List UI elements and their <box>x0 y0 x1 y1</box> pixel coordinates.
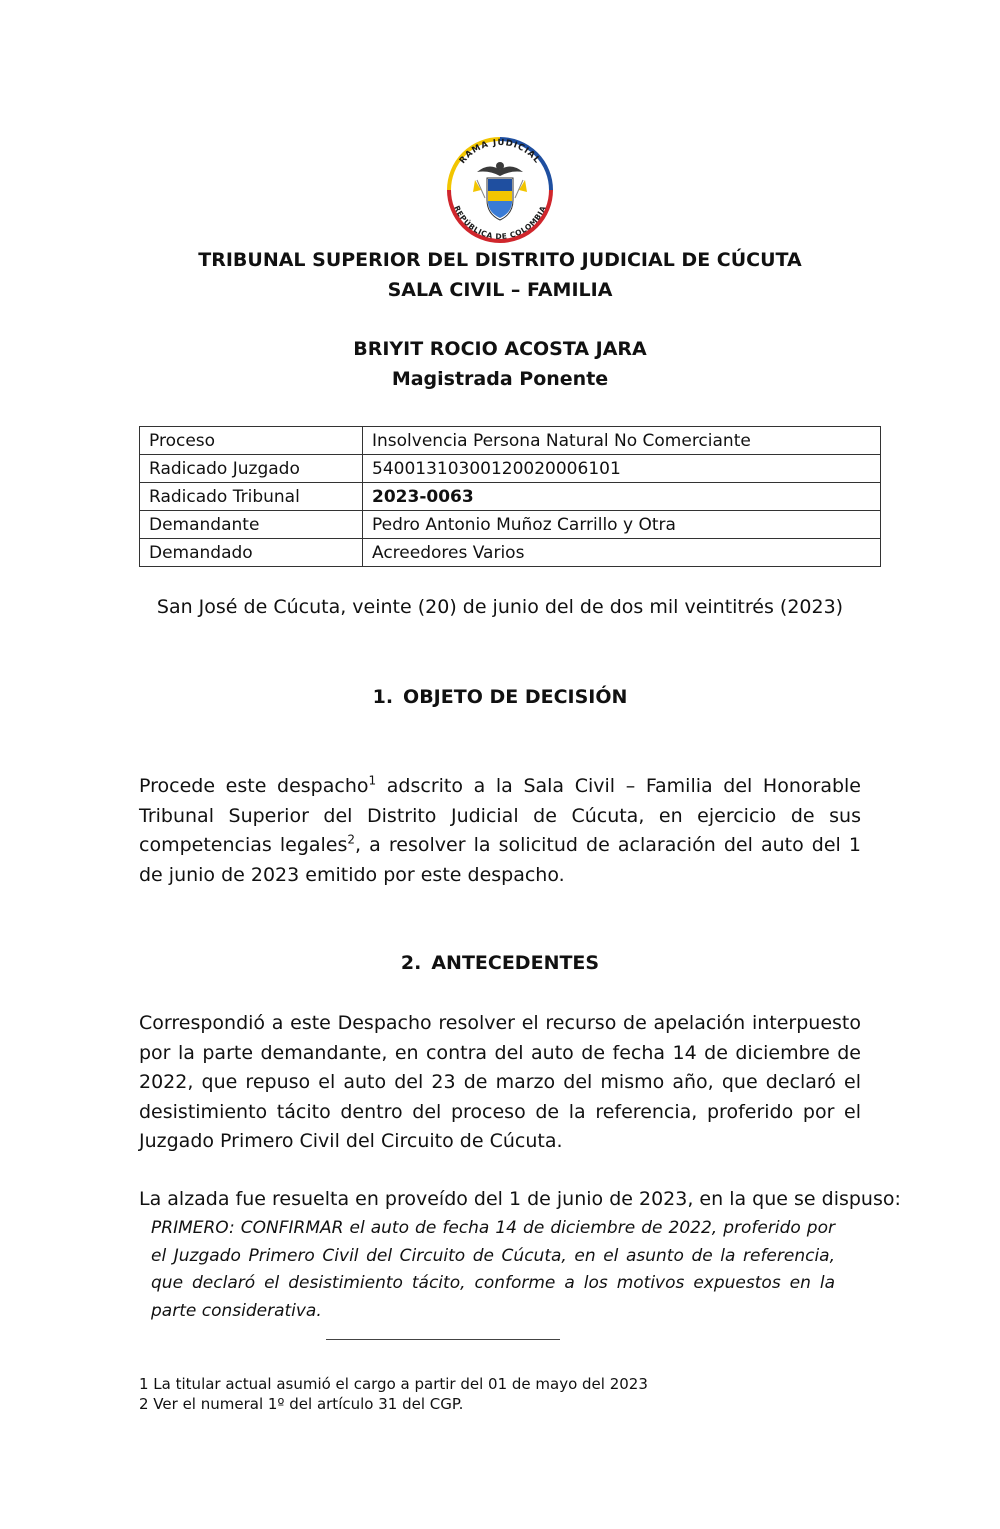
footnote-2: 2 Ver el numeral 1º del artículo 31 del CGP. <box>139 1395 464 1413</box>
table-cell-label: Demandante <box>140 511 363 539</box>
case-info-table <box>139 426 881 567</box>
chamber-name: SALA CIVIL – FAMILIA <box>387 279 613 301</box>
paragraph-text: , a resolver la solicitud de aclaración del auto del 1 de junio de 2023 emitido por este despacho. <box>139 834 861 886</box>
seal-top-text: RAMA JUDICIAL <box>457 137 543 166</box>
paragraph-antecedentes-2: La alzada fue resuelta en proveído del 1 de junio de 2023, en la que se dispuso: <box>139 1188 901 1210</box>
table-cell-label: Radicado Juzgado <box>140 455 363 483</box>
footnote-ref-1: 1 <box>368 773 377 788</box>
seal-bottom-text: REPÚBLICA DE COLOMBIA <box>452 204 548 242</box>
table-row <box>140 511 881 539</box>
judge-name: BRIYIT ROCIO ACOSTA JARA <box>353 338 647 360</box>
table-cell-value: 54001310300120020006101 <box>363 455 881 483</box>
footnote-1: 1 La titular actual asumió el cargo a partir del 01 de mayo del 2023 <box>139 1375 648 1393</box>
rama-judicial-seal-logo <box>437 128 563 248</box>
section-number: 1. <box>372 686 394 708</box>
date-line: San José de Cúcuta, veinte (20) de junio del de dos mil veintitrés (2023) <box>156 596 844 618</box>
paragraph-objeto <box>139 772 861 890</box>
paragraph-antecedentes-1: Correspondió a este Despacho resolver el recurso de apelación interpuesto por la parte demandante, en contra del auto de fecha 14 de diciembre de 2022, que repuso el auto del 23 de marzo del mismo año, que declaró el desistimiento tácito dentro del proceso de la referencia, proferido por el Juzgado Primero Civil del Circuito de Cúcuta. <box>139 1012 861 1152</box>
table-row <box>140 483 881 511</box>
table-cell-value: Acreedores Varios <box>363 539 881 567</box>
court-name: TRIBUNAL SUPERIOR DEL DISTRITO JUDICIAL DE CÚCUTA <box>198 249 802 271</box>
section-number: 2. <box>400 952 422 974</box>
table-cell-value: Pedro Antonio Muñoz Carrillo y Otra <box>363 511 881 539</box>
section-heading-antecedentes <box>0 952 1000 974</box>
paragraph-text: adscrito a la Sala Civil – Familia del Honorable Tribunal Superior del Distrito Judicial de Cúcuta, en ejercicio de sus competencias legales <box>139 775 861 856</box>
table-cell-label: Demandado <box>140 539 363 567</box>
quoted-resolution: PRIMERO: CONFIRMAR el auto de fecha 14 de diciembre de 2022, proferido por el Juzgado Primero Civil del Circuito de Cúcuta, en el asunto de la referencia, que declaró el desistimiento tácito, conforme a los motivos expuestos en la parte considerativa. <box>151 1218 835 1321</box>
table-row <box>140 427 881 455</box>
footnote-ref-2: 2 <box>347 832 356 847</box>
paragraph-text: Procede este despacho <box>139 775 369 797</box>
table-cell-value: 2023-0063 <box>363 483 881 511</box>
table-row <box>140 539 881 567</box>
table-cell-label: Proceso <box>140 427 363 455</box>
section-title: ANTECEDENTES <box>431 952 600 974</box>
footnote-divider <box>326 1339 560 1340</box>
table-cell-value: Insolvencia Persona Natural No Comerciante <box>363 427 881 455</box>
section-heading-objeto <box>0 686 1000 708</box>
judge-role: Magistrada Ponente <box>391 368 609 390</box>
table-row <box>140 455 881 483</box>
section-title: OBJETO DE DECISIÓN <box>403 686 628 708</box>
table-cell-label: Radicado Tribunal <box>140 483 363 511</box>
svg-text:RAMA JUDICIAL <box>458 138 543 166</box>
